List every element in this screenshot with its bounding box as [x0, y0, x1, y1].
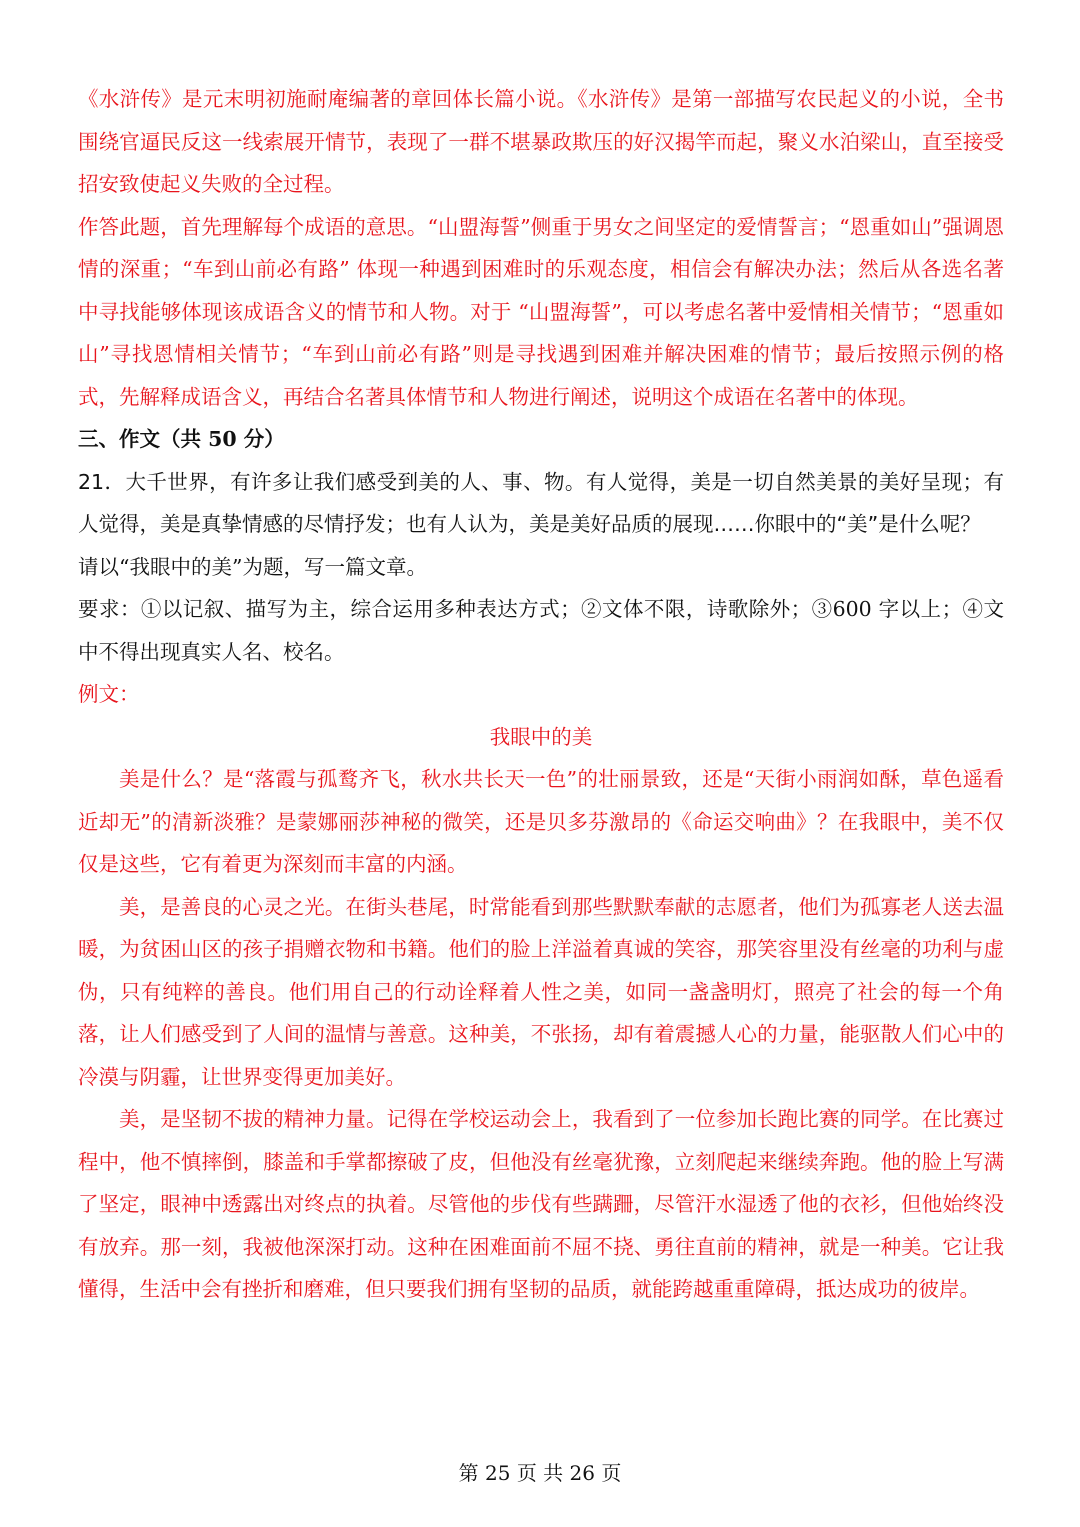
page-footer: 第 25 页 共 26 页	[458, 1461, 622, 1485]
essay-paragraph: 美是什么？是“落霞与孤鹜齐飞，秋水共长天一色”的壮丽景致，还是“天街小雨润如酥，草色遥看近却无”的清新淡雅？是蒙娜丽莎神秘的微笑，还是贝多芬激昂的《命运交响曲》？在我眼中，美不仅仅是这些，它有着更为深刻而丰富的内涵。	[78, 767, 1004, 876]
shuihu-explanation: 《水浒传》是元末明初施耐庵编著的章回体长篇小说。《水浒传》是第一部描写农民起义的小说，全书围绕官逼民反这一线索展开情节，表现了一群不堪暴政欺压的好汉揭竿而起，聚义水泊梁山，直至接受招安致使起义失败的全过程。	[78, 87, 1004, 196]
essay-requirements: 要求：①以记叙、描写为主，综合运用多种表达方式；②文体不限，诗歌除外；③600 字以上；④文中不得出现真实人名、校名。	[78, 597, 1004, 664]
answer-analysis: 作答此题，首先理解每个成语的意思。“山盟海誓”侧重于男女之间坚定的爱情誓言；“恩重如山”强调恩情的深重；“车到山前必有路” 体现一种遇到困难时的乐观态度，相信会有解决办法；然后从各选名著中寻找能够体现该成语含义的情节和人物。对于 “山盟海誓”，可以考虑名著中爱情相关情节；“恩重如山”寻找恩情相关情节；“车到山前必有路”则是寻找遇到困难并解决困难的情节；最后按照示例的格式，先解释成语含义，再结合名著具体情节和人物进行阐述，说明这个成语在名著中的体现。	[78, 214, 1004, 409]
essay-instruction: 请以“我眼中的美”为题，写一篇文章。	[78, 554, 427, 579]
essay-paragraph: 美，是善良的心灵之光。在街头巷尾，时常能看到那些默默奉献的志愿者，他们为孤寡老人送去温暖，为贫困山区的孩子捐赠衣物和书籍。他们的脸上洋溢着真诚的笑容，那笑容里没有丝毫的功利与虚伪，只有纯粹的善良。他们用自己的行动诠释着人性之美，如同一盏盏明灯，照亮了社会的每一个角落，让人们感受到了人间的温情与善意。这种美，不张扬，却有着震撼人心的力量，能驱散人们心中的冷漠与阴霾，让世界变得更加美好。	[78, 894, 1004, 1089]
question-text: 21．大千世界，有许多让我们感受到美的人、事、物。有人觉得，美是一切自然美景的美好呈现；有人觉得，美是真挚情感的尽情抒发；也有人认为，美是美好品质的展现……你眼中的“美”是什么呢？	[78, 469, 1004, 536]
section-title: 三、作文（共 50 分）	[78, 427, 285, 451]
essay-paragraph: 美，是坚韧不拔的精神力量。记得在学校运动会上，我看到了一位参加长跑比赛的同学。在比赛过程中，他不慎摔倒，膝盖和手掌都擦破了皮，但他没有丝毫犹豫，立刻爬起来继续奔跑。他的脸上写满了坚定，眼神中透露出对终点的执着。尽管他的步伐有些蹒跚，尽管汗水湿透了他的衣衫，但他始终没有放弃。那一刻，我被他深深打动。这种在困难面前不屈不挠、勇往直前的精神，就是一种美。它让我懂得，生活中会有挫折和磨难，但只要我们拥有坚韧的品质，就能跨越重重障碍，抵达成功的彼岸。	[78, 1107, 1004, 1301]
example-label: 例文：	[78, 682, 140, 706]
document-page	[78, 78, 1004, 1311]
essay-title: 我眼中的美	[489, 724, 593, 749]
